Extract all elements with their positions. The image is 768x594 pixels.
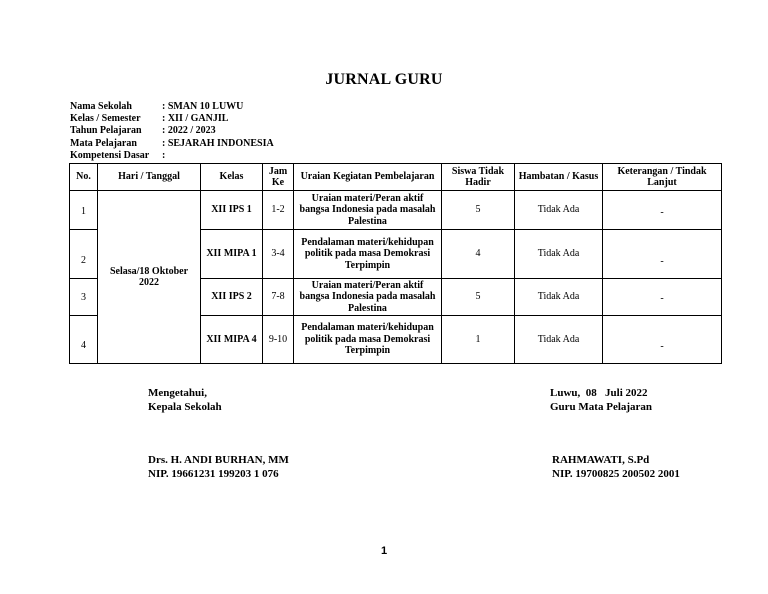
class-cell: XII IPS 1 bbox=[201, 191, 263, 230]
activity-cell: Pendalaman materi/kehidupan politik pada masa Demokrasi Terpimpin bbox=[294, 316, 442, 364]
signature-left-footer bbox=[148, 454, 289, 481]
date-cell: Selasa/18 Oktober 2022 bbox=[98, 191, 201, 364]
place-date: Luwu, 08 Juli 2022 bbox=[550, 387, 648, 399]
row-number: 3 bbox=[70, 279, 98, 316]
activity-cell: Pendalaman materi/kehidupan politik pada masa Demokrasi Terpimpin bbox=[294, 230, 442, 279]
table-row bbox=[70, 191, 722, 230]
info-row-school bbox=[70, 101, 274, 113]
activity-cell: Uraian materi/Peran aktif bangsa Indonesia pada masalah Palestina bbox=[294, 191, 442, 230]
period-cell: 7-8 bbox=[263, 279, 294, 316]
info-value: : bbox=[162, 149, 166, 161]
principal-title: Kepala Sekolah bbox=[148, 400, 222, 413]
obstacle-cell: Tidak Ada bbox=[515, 279, 603, 316]
info-label: Kompetensi Dasar bbox=[70, 149, 150, 161]
header-no: No. bbox=[70, 164, 98, 191]
acknowledgement-label: Mengetahui, bbox=[148, 387, 207, 399]
notes-cell: - bbox=[603, 279, 722, 316]
class-cell: XII MIPA 1 bbox=[201, 230, 263, 279]
notes-cell: - bbox=[603, 230, 722, 279]
signature-right-header bbox=[550, 387, 652, 414]
info-value: : SEJARAH INDONESIA bbox=[162, 137, 274, 149]
info-label: Tahun Pelajaran bbox=[70, 125, 142, 137]
header-absent: Siswa Tidak Hadir bbox=[442, 164, 515, 191]
class-cell: XII IPS 2 bbox=[201, 279, 263, 316]
absent-cell: 1 bbox=[442, 316, 515, 364]
header-activity: Uraian Kegiatan Pembelajaran bbox=[294, 164, 442, 191]
row-number: 2 bbox=[70, 230, 98, 279]
principal-name: Drs. H. ANDI BURHAN, MM bbox=[148, 454, 289, 466]
teacher-nip: NIP. 19700825 200502 2001 bbox=[552, 467, 680, 480]
period-cell: 1-2 bbox=[263, 191, 294, 230]
period-cell: 9-10 bbox=[263, 316, 294, 364]
teacher-name: RAHMAWATI, S.Pd bbox=[552, 454, 650, 466]
notes-cell: - bbox=[603, 316, 722, 364]
header-obstacle: Hambatan / Kasus bbox=[515, 164, 603, 191]
period-cell: 3-4 bbox=[263, 230, 294, 279]
absent-cell: 5 bbox=[442, 191, 515, 230]
obstacle-cell: Tidak Ada bbox=[515, 230, 603, 279]
signature-left-header bbox=[148, 387, 222, 414]
info-value: : XII / GANJIL bbox=[162, 113, 229, 125]
obstacle-cell: Tidak Ada bbox=[515, 316, 603, 364]
table-header-row bbox=[70, 164, 722, 191]
row-number: 1 bbox=[70, 191, 98, 230]
info-row-competency bbox=[70, 150, 274, 162]
row-number: 4 bbox=[70, 316, 98, 364]
document-info bbox=[70, 101, 274, 162]
teacher-title: Guru Mata Pelajaran bbox=[550, 400, 653, 413]
absent-cell: 4 bbox=[442, 230, 515, 279]
page-title: JURNAL GURU bbox=[325, 71, 443, 88]
absent-cell: 5 bbox=[442, 279, 515, 316]
info-label: Mata Pelajaran bbox=[70, 137, 137, 149]
info-row-class-semester bbox=[70, 113, 274, 125]
journal-table bbox=[69, 163, 722, 364]
info-value: : 2022 / 2023 bbox=[162, 125, 216, 137]
activity-cell: Uraian materi/Peran aktif bangsa Indonesia pada masalah Palestina bbox=[294, 279, 442, 316]
info-row-subject bbox=[70, 138, 274, 150]
info-label: Kelas / Semester bbox=[70, 113, 141, 125]
principal-nip: NIP. 19661231 199203 1 076 bbox=[148, 467, 279, 480]
signature-right-footer bbox=[552, 454, 680, 481]
obstacle-cell: Tidak Ada bbox=[515, 191, 603, 230]
page-number: 1 bbox=[380, 545, 388, 557]
info-value: : SMAN 10 LUWU bbox=[162, 101, 244, 112]
notes-cell: - bbox=[603, 191, 722, 230]
info-row-academic-year bbox=[70, 125, 274, 137]
header-day-date: Hari / Tanggal bbox=[98, 164, 201, 191]
class-cell: XII MIPA 4 bbox=[201, 316, 263, 364]
info-label: Nama Sekolah bbox=[70, 101, 132, 112]
header-notes: Keterangan / Tindak Lanjut bbox=[603, 164, 722, 191]
header-period: Jam Ke bbox=[263, 164, 294, 191]
header-class: Kelas bbox=[201, 164, 263, 191]
